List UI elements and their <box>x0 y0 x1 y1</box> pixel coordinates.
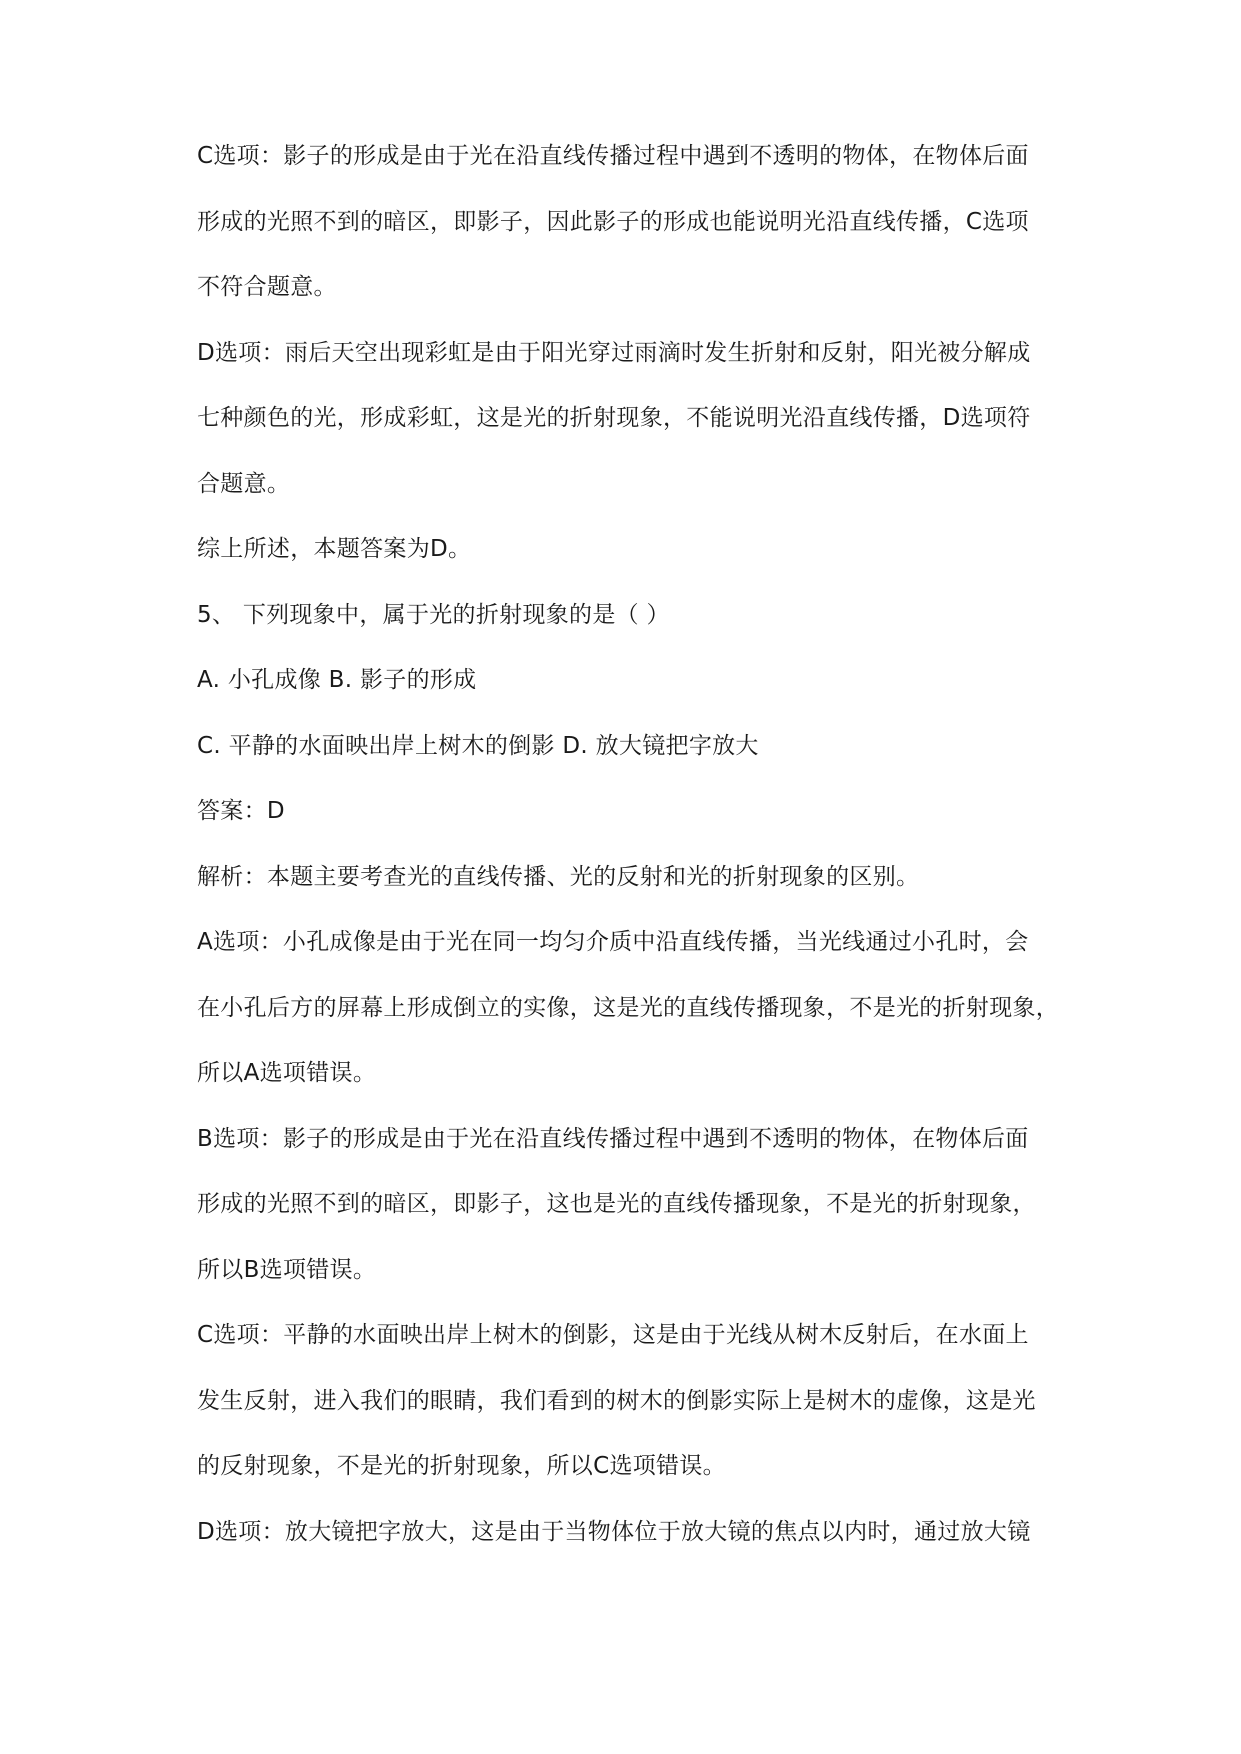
text-line: 所以B选项错误。 <box>197 1256 377 1283</box>
text-line: D选项：放大镜把字放大，这是由于当物体位于放大镜的焦点以内时，通过放大镜 <box>197 1518 1031 1545</box>
text-line: C选项：影子的形成是由于光在沿直线传播过程中遇到不透明的物体，在物体后面 <box>197 143 1029 169</box>
text-line: 所以A选项错误。 <box>197 1060 377 1086</box>
text-line: 合题意。 <box>197 470 291 497</box>
text-line: 在小孔后方的屏幕上形成倒立的实像，这是光的直线传播现象，不是光的折射现象， <box>197 994 1060 1021</box>
question-options: A. 小孔成像 B. 影子的形成 <box>197 667 477 693</box>
analysis-line: 解析：本题主要考查光的直线传播、光的反射和光的折射现象的区别。 <box>197 863 920 890</box>
text-line: 发生反射，进入我们的眼睛，我们看到的树木的倒影实际上是树木的虚像，这是光 <box>197 1387 1036 1414</box>
document-body <box>197 140 1097 1581</box>
text-line: C选项：平静的水面映出岸上树木的倒影，这是由于光线从树木反射后，在水面上 <box>197 1322 1029 1348</box>
text-line: 七种颜色的光，形成彩虹，这是光的折射现象，不能说明光沿直线传播，D选项符 <box>197 405 1031 431</box>
text-line: 不符合题意。 <box>197 274 337 300</box>
text-line: B选项：影子的形成是由于光在沿直线传播过程中遇到不透明的物体，在物体后面 <box>197 1125 1029 1152</box>
text-line: 形成的光照不到的暗区，即影子，这也是光的直线传播现象，不是光的折射现象， <box>197 1191 1036 1217</box>
answer-line: 答案：D <box>197 798 285 824</box>
text-line: D选项：雨后天空出现彩虹是由于阳光穿过雨滴时发生折射和反射，阳光被分解成 <box>197 339 1031 366</box>
question-options: C. 平静的水面映出岸上树木的倒影 D. 放大镜把字放大 <box>197 732 759 759</box>
text-line: A选项：小孔成像是由于光在同一均匀介质中沿直线传播，当光线通过小孔时，会 <box>197 929 1029 955</box>
text-line: 的反射现象，不是光的折射现象，所以C选项错误。 <box>197 1453 726 1479</box>
text-line: 综上所述，本题答案为D。 <box>197 536 472 562</box>
question-title: 5、 下列现象中，属于光的折射现象的是（ ） <box>197 601 670 628</box>
text-line: 形成的光照不到的暗区，即影子，因此影子的形成也能说明光沿直线传播，C选项 <box>197 208 1029 235</box>
